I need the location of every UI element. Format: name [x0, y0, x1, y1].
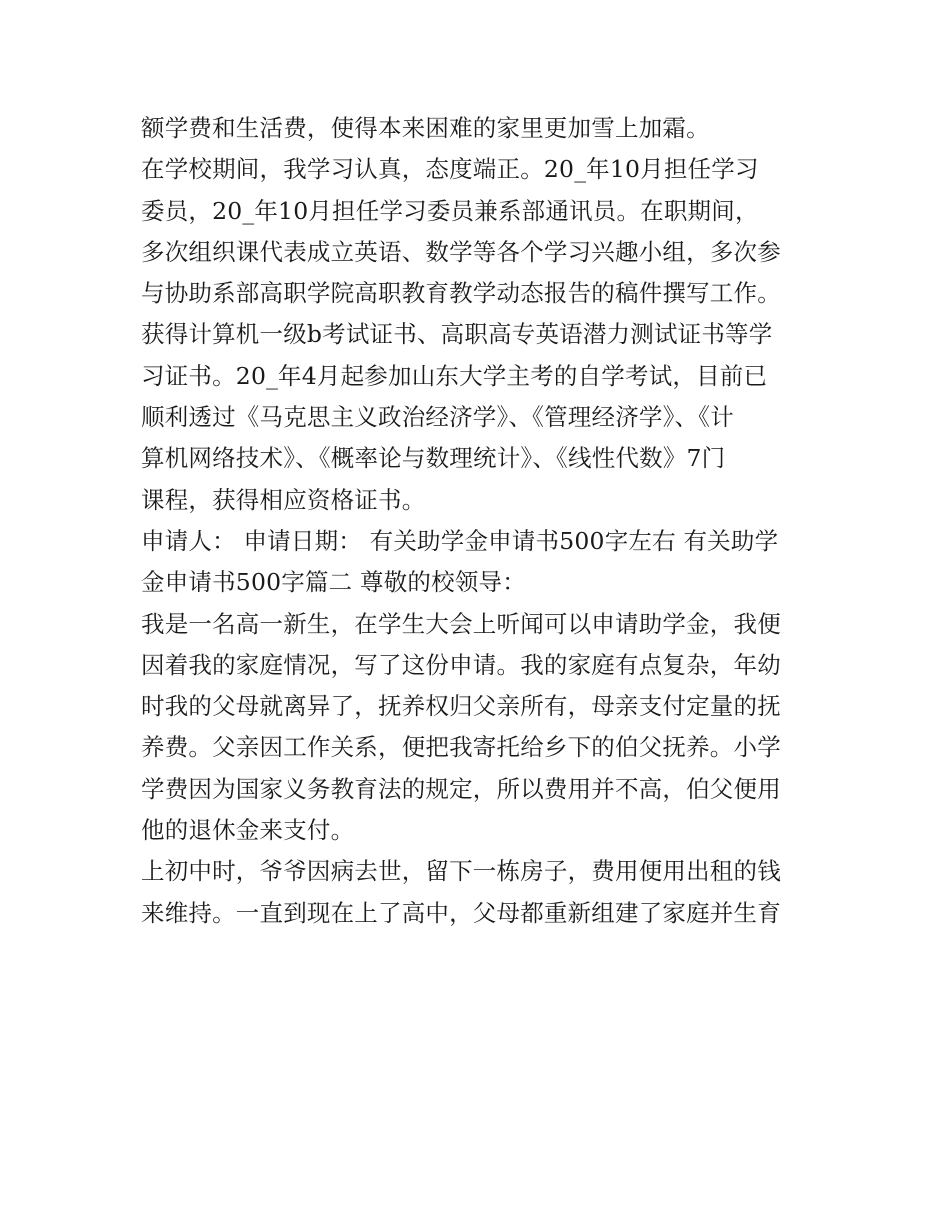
text-line: 学费因为国家义务教育法的规定，所以费用并不高，伯父便用	[141, 774, 781, 803]
text-line: 委员，20_年10月担任学习委员兼系部通讯员。在职期间，	[141, 196, 759, 225]
text-line: 来维持。一直到现在上了高中，父母都重新组建了家庭并生育	[141, 898, 781, 927]
document-body	[141, 108, 831, 934]
text-line: 获得计算机一级b考试证书、高职高专英语潜力测试证书等学	[141, 320, 773, 349]
text-line: 我是一名高一新生，在学生大会上听闻可以申请助学金，我便	[141, 609, 781, 638]
text-line: 与协助系部高职学院高职教育教学动态报告的稿件撰写工作。	[141, 279, 781, 308]
text-line: 金申请书500字篇二 尊敬的校领导：	[141, 568, 526, 597]
text-line: 在学校期间，我学习认真，态度端正。20_年10月担任学习	[141, 155, 759, 184]
text-line: 上初中时，爷爷因病去世，留下一栋房子，费用便用出租的钱	[141, 857, 781, 886]
text-line: 因着我的家庭情况，写了这份申请。我的家庭有点复杂，年幼	[141, 650, 781, 679]
text-line: 申请人： 申请日期： 有关助学金申请书500字左右 有关助学	[141, 526, 779, 555]
text-line: 习证书。20_年4月起参加山东大学主考的自学考试，目前已	[141, 361, 768, 390]
text-line: 他的退休金来支付。	[141, 816, 355, 845]
text-line: 养费。父亲因工作关系，便把我寄托给乡下的伯父抚养。小学	[141, 733, 781, 762]
text-line: 多次组织课代表成立英语、数学等各个学习兴趣小组，多次参	[141, 237, 781, 266]
text-line: 顺利透过《马克思主义政治经济学》、《管理经济学》、《计	[141, 403, 734, 432]
text-line: 额学费和生活费，使得本来困难的家里更加雪上加霜。	[141, 114, 710, 142]
text-line: 时我的父母就离异了，抚养权归父亲所有，母亲支付定量的抚	[141, 692, 781, 721]
text-line: 算机网络技术》、《概率论与数理统计》、《线性代数》7门	[141, 444, 726, 473]
text-line: 课程，获得相应资格证书。	[141, 485, 426, 514]
